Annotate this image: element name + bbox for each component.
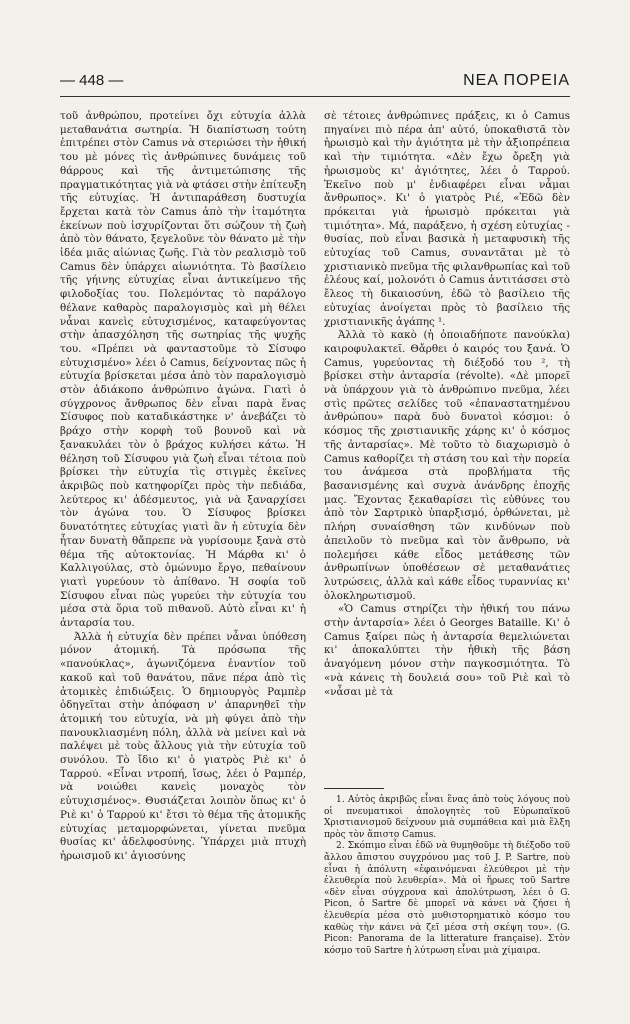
page-number: — 448 — (60, 72, 124, 89)
footnote-rule (324, 788, 384, 789)
footnote: 2. Σκόπιμο εἶναι ἐδῶ νὰ θυμηθοῦμε τὴ διέξοδο τοῦ ἄλλου ἄπιστου συγχρόνου μας τοῦ J. P. Sartre, ποὺ εἶναι ἡ ἀπόλυτη «ἐφαινόμεναι ἐλεύθεροι μὲ τὴν ἐλευθερία ποὺ λευθερία». Μὰ οἱ ἥρωες τοῦ Sartre «δὲν εἶναι σύγχρονα καὶ ἀπολύτρωση, λέει ὁ G. Picon, ὁ Sartre δὲ μπορεῖ νὰ κάνει νὰ ζήσει ἡ ἐλευθερία μέσα στὸ μυθιστορηματικὸ κόσμο του καθὼς τὴν κάνει νὰ ζεῖ μέσα στὴ σκέψη του». (G. Picon: Panorama de la litterature française). Στὸν κόσμο τοῦ Sartre ἡ λύτρωση εἶναι μιὰ χίμαιρα. (324, 841, 570, 956)
footnote: 1. Αὐτὸς ἀκριβῶς εἶναι ἕνας ἀπὸ τοὺς λόγους ποὺ οἱ πνευματικοὶ ἀπολογητὲς τοῦ Εὐρωπαϊκοῦ Χριστιανισμοῦ δείχνουν μιὰ συμπάθεια καὶ μιὰ ἕλξη πρὸς τὸν ἄπιστο Camus. (324, 795, 570, 840)
page-header (60, 72, 570, 94)
left-column (60, 110, 306, 864)
body-paragraph: Ἀλλὰ ἡ εὐτυχία δὲν πρέπει νἆναι ὑπόθεση μόνον ἀτομική. Τὰ πρόσωπα τῆς «πανούκλας», ἀγωνιζόμενα ἐναντίον τοῦ κακοῦ καὶ τοῦ θανάτου, πᾶνε πέρα ἀπὸ τὶς ἀτομικὲς ἐπιδιώξεις. Ὁ δημιουργὸς Ραμπὲρ ὁδηγεῖται στὴν ἀπόφαση ν' ἀπαρνηθεῖ τὴν ἀτομική του εὐτυχία, νὰ μὴ φύγει ἀπὸ τὴν πανουκλιασμένη πόλη, ἀλλὰ νὰ μείνει καὶ νὰ παλέψει μὲ τοὺς ἄλλους γιὰ τὴν εὐτυχία τοῦ συνόλου. Τὸ ἴδιο κι' ὁ γιατρὸς Ριὲ κι' ὁ Ταρρού. «Εἶναι ντροπή, ἴσως, λέει ὁ Ραμπέρ, νὰ νοιώθει κανεὶς μοναχὸς τὸν εὐτυχισμένος». Θυσιάζεται λοιπὸν ὅπως κι' ὁ Ριὲ κι' ὁ Ταρρού κι' ἔτσι τὸ θέμα τῆς ἀτομικῆς εὐτυχίας μεταμορφώνεται, γίνεται πνεῦμα θυσίας κι' ἀδελφοσύνης. Ὑπάρχει μιὰ πτυχὴ ἡρωισμοῦ κι' ἁγιοσύνης (60, 630, 306, 862)
journal-title: ΝΕΑ ΠΟΡΕΙΑ (463, 72, 570, 89)
body-paragraph: τοῦ ἀνθρώπου, προτείνει ὄχι εὐτυχία ἀλλὰ μεταθανάτια σωτηρία. Ἡ διαπίστωση τούτη ἐπιτρέπει στὸν Camus νὰ στεριώσει τὴν ἠθική του μὲ μόνες τὶς ἀνθρώπινες δυνάμεις τοῦ θάρρους καὶ τῆς ἀντιμετώπισης τῆς πραγματικότητας γιὰ νὰ φτάσει στὴν ἐπίτευξη τῆς εὐτυχίας. Ἡ ἀντιπαράθεση δυστυχία ἔρχεται κατὰ τὸν Camus ἀπὸ τὴν ἰταμότητα ἐκείνων ποὺ ἰσχυρίζονται ὅτι σώζουν τὴ ζωὴ ἀπὸ τὸν θάνατο, ξεγελοῦνε τὸν θάνατο μὲ τὴν ἰδέα μιᾶς αἰώνιας ζωῆς. Γιὰ τὸν ρεαλισμὸ τοῦ Camus δὲν ὑπάρχει αἰωνιότητα. Τὸ βασίλειο τῆς γήινης εὐτυχίας εἶναι ἀντικείμενο τῆς φιλοδοξίας του. Πολεμόντας τὸ παράλογο θέλανε καθαρὸς παραλογισμὸς καὶ μὴ θέλει νἆναι κανεὶς εὐτυχισμένος, καταφεύγοντας στὴν ἀπασχόληση τῆς σωτηρίας τῆς ψυχῆς του. «Πρέπει νὰ φανταστοῦμε τὸ Σίσυφο εὐτυχισμένο» λέει ὁ Camus, δείχνοντας πῶς ἡ εὐτυχία βρίσκεται μέσα ἀπὸ τὸν παραλογισμὸ στὸν ἀδιάκοπο ἀνθρώπινο ἀγώνα. Γιατὶ ὁ σύγχρονος ἄνθρωπος δὲν εἶναι παρὰ ἕνας Σίσυφος ποὺ καταδικάστηκε ν' ἀνεβάζει τὸ βράχο στὴν κορφὴ τοῦ βουνοῦ καὶ νὰ ξανακυλάει τὸν ὁ βράχος κυλήσει κάτω. Ἡ θέληση τοῦ Σίσυφου γιὰ ζωὴ εἶναι τέτοια ποὺ βρίσκει τὴν εὐτυχία τὶς στιγμὲς ἐκεῖνες ἀκριβῶς ποὺ κατηφορίζει πρὸς τὴν πεδιάδα, λεύτερος κι' ἀδέσμευτος, γιὰ νὰ ξαναρχίσει τὸν ἀγώνα του. Ὁ Σίσυφος βρίσκει δυνατότητες εὐτυχίας γιατὶ ἂν ἡ εὐτυχία δὲν ἦταν δυνατὴ θἄπρεπε νὰ γυρίσουμε ξανὰ στὸ θέμα τῆς αὐτοκτονίας. Ἡ Μάρθα κι' ὁ Καλλιγούλας, στὸ ὁμώνυμο ἔργο, πεθαίνουν γιατὶ γυρεύουν τὸ ἀπίθανο. Ἡ σοφία τοῦ Σίσυφου εἶναι πὼς γυρεύει τὴν εὐτυχία του μέσα στὰ ὅρια τοῦ πιθανοῦ. Αὐτὸ εἶναι κι' ἡ ἀνταρσία του. (60, 110, 306, 630)
footnotes (324, 788, 570, 957)
body-paragraph: σὲ τέτοιες ἀνθρώπινες πράξεις, κι ὁ Camus πηγαίνει πιὸ πέρα ἀπ' αὐτό, ὑποκαθιστᾶ τὸν ἡρωισμὸ καὶ τὴν ἁγιότητα μὲ τὴν ἀξιοπρέπεια καὶ τὴν τιμιότητα. «Δὲν ἔχω ὄρεξη γιὰ ἡρωισμοὺς κι' ἁγιότητες, λέει ὁ Ταρρού. Ἐκεῖνο ποὺ μ' ἐνδιαφέρει εἶναι νἆμαι ἄνθρωπος». Κι' ὁ γιατρὸς Ριέ, «Ἐδῶ δὲν πρόκειται γιὰ ἡρωισμὸ πρόκειται γιὰ τιμιότητα». Μά, παράξενο, ἡ σχέση εὐτυχίας - θυσίας, ποὺ εἶναι βασικὰ ἡ μεταφυσικὴ τῆς εὐτυχίας τοῦ Camus, συναντᾶται μὲ τὸ χριστιανικὸ πνεῦμα τῆς φιλανθρωπίας καὶ τοῦ ἐλέους καί, μολονότι ὁ Camus ἀντιτάσσει στὸ ἔλεος τὴ δικαιοσύνη, ἐδῶ τὸ βασίλειο τῆς εὐτυχίας ἀνοίγεται πρὸς τὸ βασίλειο τῆς χριστιανικῆς ἀγάπης ¹. (324, 110, 570, 328)
header-rule (60, 96, 570, 97)
body-paragraph: Ἀλλὰ τὸ κακὸ (ἡ ὁποιαδήποτε πανούκλα) καιροφυλακτεῖ. Θἄρθει ὁ καιρός του ξανά. Ὁ Camus, γυρεύοντας τὴ διέξοδό του ², τὴ βρίσκει στὴν ἀνταρσία (révolte). «Δὲ μπορεῖ νὰ ὑπάρχουν γιὰ τὸ ἀνθρώπινο πνεῦμα, λέει στὶς πρῶτες σελίδες τοῦ «ἐπαναστατημένου ἀνθρώπου» παρὰ δυὸ δυνατοὶ κόσμοι: ὁ κόσμος τῆς χριστιανικῆς χάρης κι' ὁ κόσμος τῆς ἀνταρσίας». Μὲ τοῦτο τὸ διαχωρισμὸ ὁ Camus καθορίζει τὴ στάση του καὶ τὴν πορεία του ἀνάμεσα στὰ προβλήματα τῆς βασανισμένης καὶ συχνὰ ἀνάνδρης ἐποχῆς μας. Ἔχοντας ξεκαθαρίσει τὶς εὐθύνες του ἀπὸ τὸν Σαρτρικὸ ὑπαρξισμό, ὀρθώνεται, μὲ πλήρη συναίσθηση τῶν κινδύνων ποὺ ἀπειλοῦν τὸ πνεῦμα καὶ τὸν ἄνθρωπο, νὰ πολεμήσει κάθε εἶδος μετάθεσης τῶν ἀνθρωπίνων ὑποθέσεων σὲ μεταθανάτιες λυτρώσεις, ἀλλὰ καὶ κάθε εἶδος τυραννίας κι' ὁλοκληρωτισμοῦ. (324, 329, 570, 602)
body-paragraph: «Ὁ Camus στηρίζει τὴν ἠθική του πάνω στὴν ἀνταρσία» λέει ὁ Georges Bataille. Κι' ὁ Camus ξαίρει πὼς ἡ ἀνταρσία θεμελιώνεται κι' ἀποκαλύπτει τὴν ἠθικὴ τῆς βάση ἀναγόμενη μόνον στὴν παγκοσμιότητα. Τὸ «νὰ κάνεις τὴ δουλειά σου» τοῦ Ριὲ καὶ τὸ «νἆσαι μὲ τὰ (324, 603, 570, 698)
right-column (324, 110, 570, 699)
